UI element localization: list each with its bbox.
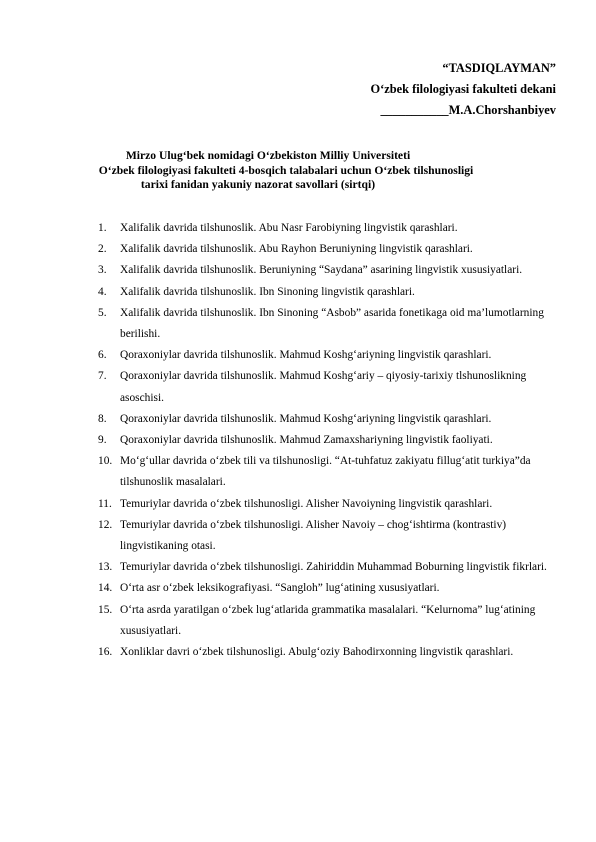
- question-text: Xalifalik davrida tilshunoslik. Beruniyning “Saydana” asarining lingvistik xususiyatlari.: [120, 264, 523, 277]
- question-item: [98, 642, 568, 663]
- question-text: Xalifalik davrida tilshunoslik. Abu Rayhon Beruniyning lingvistik qarashlari.: [120, 243, 473, 256]
- question-item: [98, 366, 568, 408]
- question-number: 12.: [98, 518, 113, 531]
- question-item: [98, 218, 568, 239]
- question-number: 14.: [98, 582, 113, 595]
- question-text: Mo‘g‘ullar davrida o‘zbek tili va tilshunosligi. “At-tuhfatuz zakiyatu fillug‘atit turkiya”da tilshunoslik masalalari.: [120, 455, 531, 489]
- question-text: O‘rta asr o‘zbek leksikografiyasi. “Sangloh” lug‘atining xususiyatlari.: [120, 582, 440, 595]
- question-text: Xalifalik davrida tilshunoslik. Ibn Sinoning lingvistik qarashlari.: [120, 285, 415, 298]
- question-number: 8.: [98, 412, 107, 425]
- question-item: [98, 409, 568, 430]
- question-item: [98, 430, 568, 451]
- document-title: [0, 149, 596, 193]
- question-text: Qoraxoniylar davrida tilshunoslik. Mahmud Koshg‘ariy – qiyosiy-tarixiy tlshunoslikning asoschisi.: [120, 370, 527, 404]
- approval-signature: ___________M.A.Chorshanbiyev: [380, 103, 556, 117]
- approval-block: [370, 58, 556, 121]
- question-item: [98, 578, 568, 599]
- question-number: 7.: [98, 370, 107, 383]
- question-number: 13.: [98, 561, 113, 574]
- question-text: Qoraxoniylar davrida tilshunoslik. Mahmud Koshg‘ariyning lingvistik qarashlari.: [120, 349, 492, 362]
- question-number: 4.: [98, 285, 107, 298]
- question-item: [98, 345, 568, 366]
- question-text: Xalifalik davrida tilshunoslik. Ibn Sinoning “Asbob” asarida fonetikaga oid ma’lumotlarning berilishi.: [120, 306, 544, 341]
- question-text: Qoraxoniylar davrida tilshunoslik. Mahmud Koshg‘ariyning lingvistik qarashlari.: [120, 412, 492, 425]
- question-number: 9.: [98, 434, 107, 447]
- question-item: [98, 303, 568, 345]
- question-text: Xonliklar davri o‘zbek tilshunosligi. Abulg‘oziy Bahodirxonning lingvistik qarashlari.: [120, 646, 514, 659]
- question-text: Temuriylar davrida o‘zbek tilshunosligi. Zahiriddin Muhammad Boburning lingvistik fikrlari.: [120, 561, 547, 574]
- title-line-subject: tarixi fanidan yakuniy nazorat savollari (sirtqi): [140, 178, 376, 191]
- question-item: [98, 239, 568, 260]
- question-list: [98, 218, 568, 663]
- question-number: 10.: [98, 455, 113, 468]
- question-text: Xalifalik davrida tilshunoslik. Abu Nasr Farobiyning lingvistik qarashlari.: [120, 222, 458, 234]
- question-item: [98, 515, 568, 557]
- question-item: [98, 600, 568, 642]
- approval-heading: “TASDIQLAYMAN”: [442, 61, 556, 75]
- question-text: Qoraxoniylar davrida tilshunoslik. Mahmud Zamaxshariyning lingvistik faoliyati.: [120, 434, 493, 447]
- question-number: 16.: [98, 646, 113, 659]
- title-line-faculty: O‘zbek filologiyasi fakulteti 4-bosqich talabalari uchun O‘zbek tilshunosligi: [98, 163, 474, 177]
- question-item: [98, 451, 568, 493]
- question-number: 2.: [98, 243, 107, 256]
- question-text: Temuriylar davrida o‘zbek tilshunosligi. Alisher Navoiyning lingvistik qarashlari.: [120, 497, 493, 510]
- question-item: [98, 282, 568, 303]
- question-number: 6.: [98, 349, 107, 362]
- question-item: [98, 557, 568, 578]
- question-item: [98, 260, 568, 281]
- question-number: 5.: [98, 306, 107, 319]
- question-item: [98, 494, 568, 515]
- question-text: Temuriylar davrida o‘zbek tilshunosligi. Alisher Navoiy – chog‘ishtirma (kontrastiv) lingvistikaning otasi.: [120, 518, 507, 553]
- question-number: 1.: [98, 222, 107, 234]
- approval-position: O‘zbek filologiyasi fakulteti dekani: [370, 82, 556, 96]
- title-line-university: Mirzo Ulug‘bek nomidagi O‘zbekiston Milliy Universiteti: [125, 149, 411, 162]
- question-number: 3.: [98, 264, 107, 277]
- question-number: 15.: [98, 603, 113, 616]
- question-text: O‘rta asrda yaratilgan o‘zbek lug‘atlarida grammatika masalalari. “Kelurnoma” lug‘atining xususiyatlari.: [120, 603, 536, 637]
- question-number: 11.: [98, 497, 112, 510]
